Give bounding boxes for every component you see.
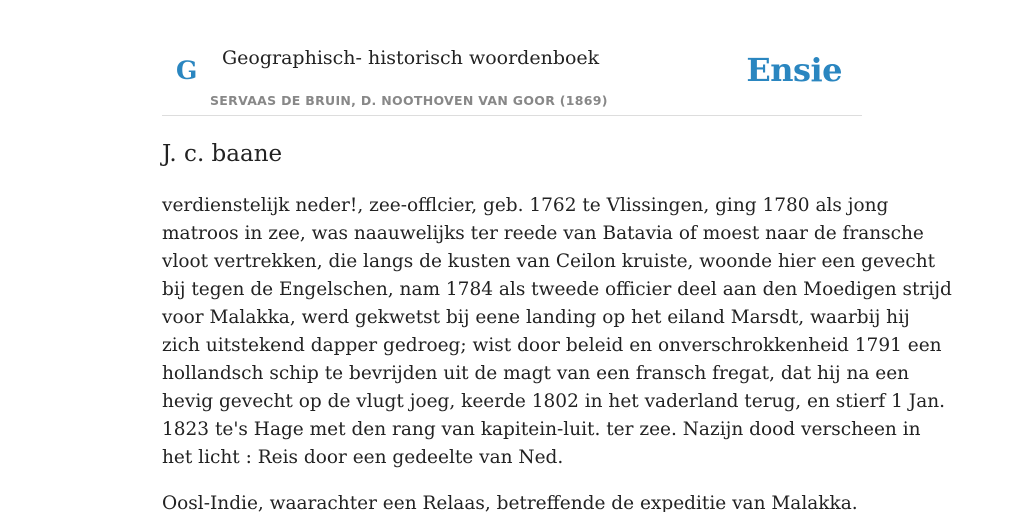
paragraph-line: zich uitstekend dapper gedroeg; wist door beleid en onverschrokkenheid 1791 een [162, 335, 942, 356]
paragraph-line: 1823 te's Hage met den rang van kapitein-luit. ter zee. Nazijn dood verscheen in [162, 419, 921, 440]
entry-title: J. c. baane [162, 141, 283, 167]
paragraph-line: het licht : Reis door een gedeelte van Ned. [162, 447, 564, 468]
paragraph-line: hollandsch schip te bevrijden uit de magt van een fransch fregat, dat hij na een [162, 363, 910, 384]
paragraph-line: verdienstelijk neder!, zee-offlcier, geb. 1762 te Vlissingen, ging 1780 als jong [162, 195, 889, 216]
book-authors: SERVAAS DE BRUIN, D. NOOTHOVEN VAN GOOR (1869) [210, 93, 608, 108]
paragraph-line: hevig gevecht op de vlugt joeg, keerde 1802 in het vaderland terug, en stierf 1 Jan. [162, 391, 946, 412]
site-header [162, 0, 862, 116]
paragraph-line: voor Malakka, werd gekwetst bij eene landing op het eiland Marsdt, waarbij hij [162, 307, 910, 328]
paragraph-line: matroos in zee, was naauwelijks ter reede van Batavia of moest naar de fransche [162, 223, 924, 244]
entry-paragraph-1 [162, 192, 952, 472]
paragraph-line: bij tegen de Engelschen, nam 1784 als tweede officier deel aan den Moedigen strijd [162, 279, 952, 300]
ensie-logo[interactable]: Ensie [746, 51, 842, 89]
entry-paragraph-2 [162, 490, 874, 512]
book-title[interactable]: Geographisch- historisch woordenboek [222, 47, 600, 69]
paragraph-line: vloot vertrekken, die langs de kusten van Ceilon kruiste, woonde hier een gevecht [162, 251, 936, 272]
entry-body [162, 192, 952, 512]
book-letter-icon[interactable]: G [176, 56, 198, 85]
paragraph-line: Oosl-Indie, waarachter een Relaas, betreffende de expeditie van Malakka. [162, 493, 858, 512]
